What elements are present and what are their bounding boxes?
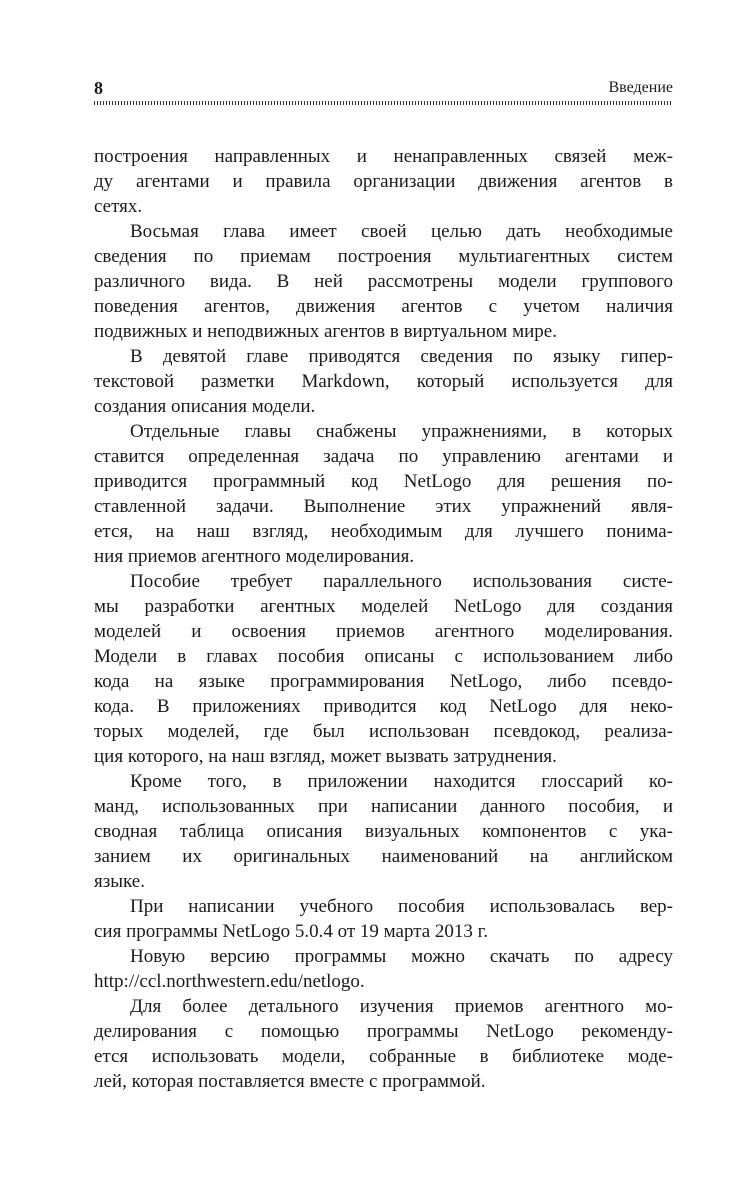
text-line: сводная таблица описания визуальных компонентов с ука- [94,821,673,842]
text-line: ду агентами и правила организации движения агентов в [94,171,673,192]
text-line: ставится определенная задача по управлению агентами и [94,446,673,467]
paragraph [94,894,673,944]
paragraph [94,994,673,1094]
text-line: подвижных и неподвижных агентов в виртуальном мире. [94,321,557,342]
text-line: торых моделей, где был использован псевдокод, реализа- [94,721,673,742]
text-line: построения направленных и ненаправленных связей меж- [94,146,673,167]
text-line: делирования с помощью программы NetLogo рекоменду- [94,1021,673,1042]
text-line: http://ccl.northwestern.edu/netlogo. [94,971,365,992]
paragraph [94,569,673,769]
text-line: При написании учебного пособия использовалась вер- [130,896,673,917]
text-line: кода. В приложениях приводится код NetLogo для неко- [94,696,673,717]
text-line: моделей и освоения приемов агентного моделирования. [94,621,673,642]
text-line: занием их оригинальных наименований на английском [94,846,673,867]
text-line: ется использовать модели, собранные в библиотеке моде- [94,1046,673,1067]
text-line: сведения по приемам построения мультиагентных систем [94,246,673,267]
text-line: Пособие требует параллельного использования систе- [130,571,673,592]
page-number: 8 [94,78,103,98]
text-line: сия программы NetLogo 5.0.4 от 19 марта 2013 г. [94,921,489,942]
text-line: языке. [94,871,145,892]
text-line: текстовой разметки Markdown, который используется для [94,371,673,392]
text-line: ставленной задачи. Выполнение этих упражнений явля- [94,496,673,517]
paragraph [94,344,673,419]
text-line: ция которого, на наш взгляд, может вызвать затруднения. [94,746,557,767]
text-line: Отдельные главы снабжены упражнениями, в которых [130,421,673,442]
text-line: Новую версию программы можно скачать по адресу [130,946,673,967]
text-line: Восьмая глава имеет своей целью дать необходимые [130,221,673,242]
text-line: мы разработки агентных моделей NetLogo для создания [94,596,673,617]
header-rule [94,101,673,105]
text-line: различного вида. В ней рассмотрены модели группового [94,271,673,292]
paragraph [94,769,673,894]
text-line: Для более детального изучения приемов агентного мо- [130,996,673,1017]
text-line: манд, использованных при написании данного пособия, и [94,796,673,817]
paragraph [94,219,673,344]
paragraph [94,944,673,994]
text-line: поведения агентов, движения агентов с учетом наличия [94,296,673,317]
text-line: создания описания модели. [94,396,316,417]
running-title: Введение [608,79,673,96]
text-line: сетях. [94,196,143,217]
body-text [94,144,673,1094]
text-line: ется, на наш взгляд, необходимым для лучшего понима- [94,521,673,542]
text-line: лей, которая поставляется вместе с программой. [94,1071,486,1092]
text-line: В девятой главе приводятся сведения по языку гипер- [130,346,673,367]
text-line: кода на языке программирования NetLogo, либо псевдо- [94,671,673,692]
page-header [94,78,673,98]
paragraph [94,144,673,219]
text-line: приводится программный код NetLogo для решения по- [94,471,673,492]
paragraph [94,419,673,569]
text-line: Модели в главах пособия описаны с использованием либо [94,646,673,667]
text-line: ния приемов агентного моделирования. [94,546,415,567]
text-line: Кроме того, в приложении находится глоссарий ко- [130,771,673,792]
